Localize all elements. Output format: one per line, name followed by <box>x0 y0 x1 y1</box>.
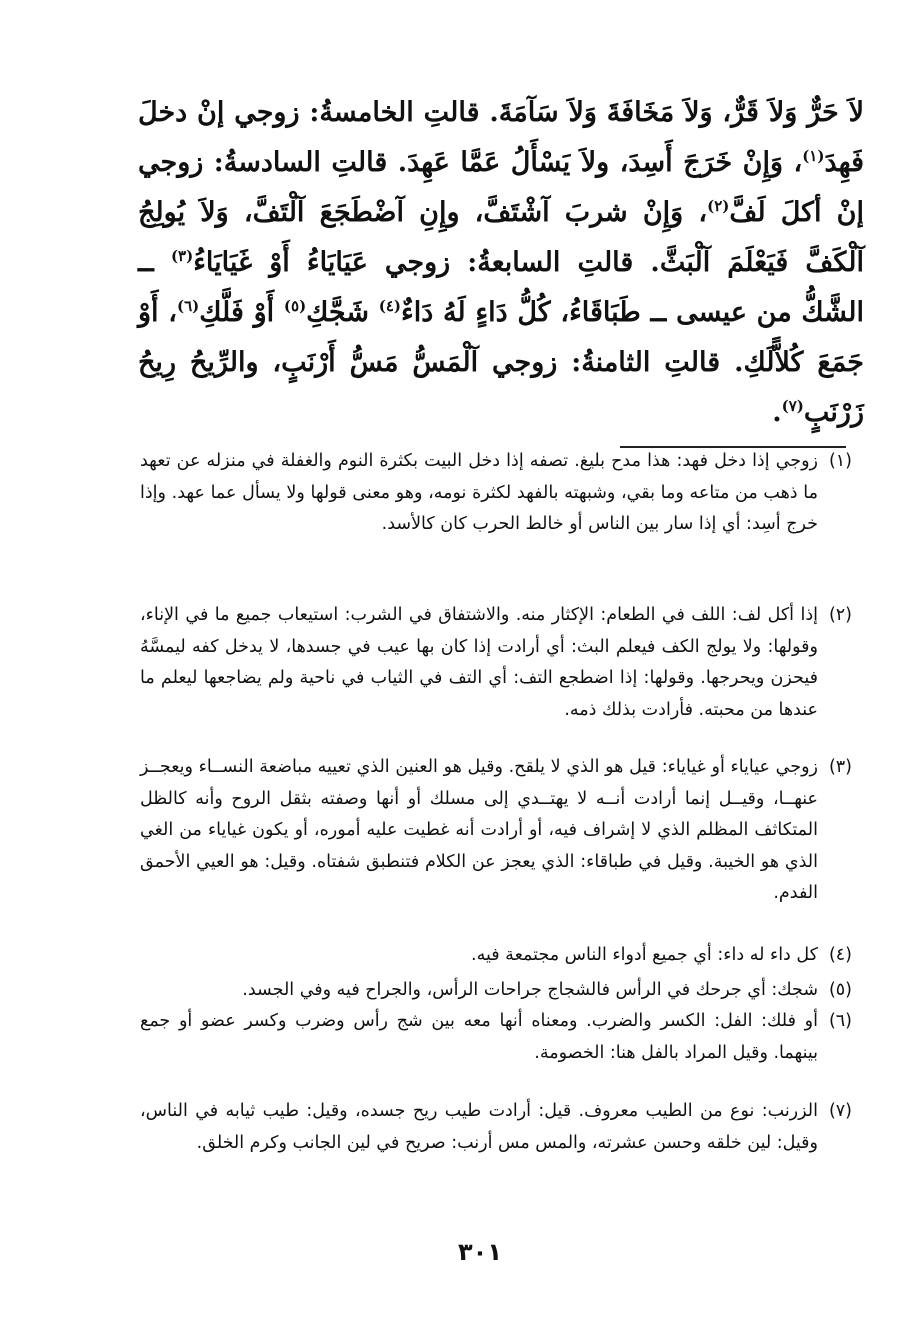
footnote-6 <box>140 1006 852 1069</box>
main-text-segment: ، وَإِنْ خَرَجَ أَسِدَ، ولاَ يَسْأَلُ عَمَّا عَهِدَ. قالتِ السادسةُ: زوجي إنْ أكلَ لَفَّ <box>138 147 865 228</box>
footnote-text: شجك: أي جرحك في الرأس فالشجاج جراحات الرأس، والجراح فيه وفي الجسد. <box>242 980 818 1000</box>
main-text-segment: أَوْ فَلَّكِ <box>199 297 284 328</box>
footnote-number: (٤) <box>828 945 852 965</box>
main-text-segment: ــ الشَّكُّ من عيسى ــ طَبَاقَاءُ، كُلُّ دَاءٍ لَهُ دَاءٌ <box>138 247 864 328</box>
footnote-number: (١) <box>828 451 852 471</box>
footnote-number: (٦) <box>828 1011 852 1031</box>
footnote-text: أو فلك: الفل: الكسر والضرب. ومعناه أنها معه بين شج رأس وضرب وكسر عضو أو جمع بينهما. وقيل المراد بالفل هنا: الخصومة. <box>140 1011 818 1063</box>
main-text-segment: شَجَّكِ <box>306 297 379 328</box>
footnote-3 <box>140 752 852 910</box>
footnote-ref-7: (٧) <box>781 397 804 415</box>
footnote-2 <box>140 600 852 726</box>
footnote-ref-4: (٤) <box>378 297 401 315</box>
footnote-number: (٧) <box>828 1101 852 1121</box>
footnote-ref-5: (٥) <box>283 297 307 315</box>
footnote-number: (٣) <box>828 757 852 777</box>
footnote-number: (٥) <box>828 980 852 1000</box>
footnote-ref-6: (٦) <box>177 297 200 315</box>
main-text-segment: ، أَوْ جَمَعَ كُلاًّلَكِ. قالتِ الثامنةُ: زوجي آلْمَسُّ مَسُّ أَرْنَبٍ، والرِّيحُ رِيحُ زَرْنَبٍ <box>138 297 864 428</box>
footnote-ref-3: (٣) <box>170 247 194 265</box>
page-number: ٣٠١ <box>458 1238 502 1266</box>
main-text-segment: . <box>772 397 782 428</box>
main-text-block <box>138 88 864 438</box>
footnote-text: كل داء له داء: أي جميع أدواء الناس مجتمعة فيه. <box>471 945 818 965</box>
footnote-4 <box>140 940 852 972</box>
footnote-text: الزرنب: نوع من الطيب معروف. قيل: أرادت طيب ريح جسده، وقيل: طيب ثيابه في الناس، وقيل: لين خلقه وحسن عشرته، والمس مس أرنب: صريح في لين الجانب وكرم الخلق. <box>140 1101 818 1153</box>
footnote-text: إذا أكل لف: اللف في الطعام: الإكثار منه. والاشتفاق في الشرب: استيعاب جميع ما في الإناء، وقولها: ولا يولج الكف فيعلم البث: أي أرادت إذا كان بها عيب في جسدها، لا يدخل كفه ليمسَّهُ فيحزن ويحرجها. وقولها: إذا اضطجع التف: أي التف في الثياب في ناحية ولم يضاجعها ليعلم ما عندها من محبته. فأرادت بذلك ذمه. <box>140 605 818 720</box>
footnote-text: زوجي إذا دخل فهد: هذا مدح بليغ. تصفه إذا دخل البيت بكثرة النوم والغفلة في منزله عن تعهد ما ذهب من متاعه وما بقي، وشبهته بالفهد لكثرة نومه، وهو معنى قولها ولا يسأل عما عهد. وإذا خرج أسِد: أي إذا سار بين الناس أو خالط الحرب كان كالأسد. <box>140 451 818 534</box>
footnote-5 <box>140 975 852 1007</box>
main-text-segment: لاَ حَرٌّ وَلاَ قَرٌّ، وَلاَ مَخَافَةَ وَلاَ سَآمَةَ. قالتِ الخامسةُ: زوجي إنْ دخلَ فَهِدَ <box>138 97 864 178</box>
main-text-segment: ، وَإِنْ شربَ آشْتَفَّ، وإِنِ آضْطَجَعَ آلْتَفَّ، وَلاَ يُولِجُ آلْكَفَّ فَيَعْلَمَ آلْبَثَّ. قالتِ السابعةُ: زوجي عَيَايَاءُ أَوْ غَيَايَاءُ <box>138 197 864 278</box>
footnote-1 <box>140 446 852 541</box>
footnote-number: (٢) <box>828 605 852 625</box>
footnote-7 <box>140 1096 852 1159</box>
footnote-text: زوجي عياياء أو غياياء: قيل هو الذي لا يلقح. وقيل هو العنين الذي تعييه مباضعة النســاء ويعجــز عنهــا، وقيــل إنما أرادت أنــه لا يهتــدي إلى مسلك أو أنها وصفته بثقل الروح وأنه كالظل المتكاثف المظلم الذي لا إشراف فيه، أو أرادت أنه غطيت عليه أموره، أو يكون غياياء من الغي الذي هو الخيبة. وقيل في طباقاء: الذي يعجز عن الكلام فتنطبق شفتاه. وقيل: هو العيي الأحمق الفدم. <box>140 757 818 903</box>
footnote-ref-1: (١) <box>802 147 825 165</box>
footnote-ref-2: (٢) <box>707 197 730 215</box>
